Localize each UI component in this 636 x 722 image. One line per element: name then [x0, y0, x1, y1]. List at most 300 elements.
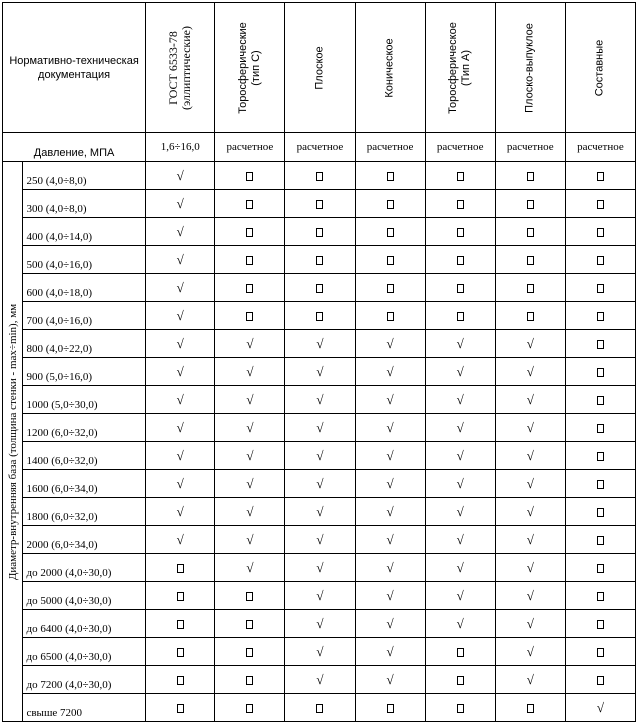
mark-cell: [425, 190, 495, 218]
mark-cell: [146, 638, 215, 666]
diameter-cell: 700 (4,0÷16,0): [23, 302, 146, 330]
empty-box-icon: [246, 256, 253, 265]
mark-cell: [215, 498, 285, 526]
diameter-axis-label: Диаметр-внутренняя база (толщина стенки - max÷min), мм: [6, 303, 19, 580]
mark-cell: [146, 190, 215, 218]
check-mark: √: [456, 475, 464, 491]
mark-cell: [495, 694, 565, 722]
mark-cell: [355, 302, 425, 330]
mark-cell: [215, 414, 285, 442]
mark-cell: [495, 218, 565, 246]
check-mark: √: [316, 587, 324, 603]
empty-box-icon: [597, 564, 604, 573]
check-mark: √: [526, 475, 534, 491]
mark-cell: [215, 246, 285, 274]
check-mark: √: [526, 587, 534, 603]
mark-cell: [425, 246, 495, 274]
mark-cell: [355, 638, 425, 666]
check-mark: √: [456, 531, 464, 547]
check-mark: √: [456, 363, 464, 379]
check-mark: √: [386, 447, 394, 463]
empty-box-icon: [246, 592, 253, 601]
mark-cell: [215, 274, 285, 302]
mark-cell: [355, 386, 425, 414]
empty-box-icon: [246, 676, 253, 685]
empty-box-icon: [316, 200, 323, 209]
mark-cell: [355, 218, 425, 246]
column-header-label: Плоское: [313, 45, 326, 90]
check-mark: √: [246, 363, 254, 379]
mark-cell: [355, 190, 425, 218]
check-mark: √: [456, 587, 464, 603]
empty-box-icon: [246, 228, 253, 237]
column-header: [565, 3, 635, 133]
mark-cell: [146, 610, 215, 638]
mark-cell: [285, 246, 355, 274]
mark-cell: [355, 554, 425, 582]
mark-cell: [425, 162, 495, 190]
check-mark: √: [176, 391, 184, 407]
mark-cell: [285, 470, 355, 498]
table-row: [3, 610, 636, 638]
diameter-cell: 1200 (6,0÷32,0): [23, 414, 146, 442]
table-row: [3, 694, 636, 722]
mark-cell: [355, 498, 425, 526]
mark-cell: [215, 302, 285, 330]
empty-box-icon: [387, 200, 394, 209]
mark-cell: [146, 526, 215, 554]
mark-cell: [495, 386, 565, 414]
mark-cell: [425, 274, 495, 302]
mark-cell: [146, 694, 215, 722]
check-mark: √: [456, 419, 464, 435]
column-header-label: Торосферическое (Тип А): [447, 21, 473, 114]
check-mark: √: [316, 671, 324, 687]
diameter-cell: до 6400 (4,0÷30,0): [23, 610, 146, 638]
head-types-table: [2, 2, 636, 722]
empty-box-icon: [246, 648, 253, 657]
mark-cell: [285, 386, 355, 414]
mark-cell: [495, 246, 565, 274]
mark-cell: [215, 190, 285, 218]
check-mark: √: [176, 531, 184, 547]
check-mark: √: [246, 503, 254, 519]
table-row: [3, 470, 636, 498]
table-row: [3, 218, 636, 246]
diameter-cell: 600 (4,0÷18,0): [23, 274, 146, 302]
check-mark: √: [526, 531, 534, 547]
empty-box-icon: [246, 284, 253, 293]
mark-cell: [565, 526, 635, 554]
check-mark: √: [316, 447, 324, 463]
empty-box-icon: [177, 676, 184, 685]
check-mark: √: [526, 335, 534, 351]
mark-cell: [565, 610, 635, 638]
mark-cell: [565, 162, 635, 190]
pressure-value: расчетное: [215, 133, 285, 162]
table-row: [3, 190, 636, 218]
mark-cell: [146, 666, 215, 694]
mark-cell: [495, 470, 565, 498]
diameter-cell: 1400 (6,0÷32,0): [23, 442, 146, 470]
check-mark: √: [316, 475, 324, 491]
mark-cell: [355, 162, 425, 190]
check-mark: √: [246, 475, 254, 491]
mark-cell: [215, 666, 285, 694]
column-header: [215, 3, 285, 133]
mark-cell: [425, 358, 495, 386]
empty-box-icon: [457, 312, 464, 321]
mark-cell: [285, 414, 355, 442]
mark-cell: [285, 190, 355, 218]
pressure-value: расчетное: [355, 133, 425, 162]
mark-cell: [355, 358, 425, 386]
empty-box-icon: [597, 508, 604, 517]
mark-cell: [215, 358, 285, 386]
diameter-cell: 1800 (6,0÷32,0): [23, 498, 146, 526]
table-row: [3, 358, 636, 386]
column-header-label: Коническое: [383, 37, 396, 98]
empty-box-icon: [177, 704, 184, 713]
empty-box-icon: [387, 704, 394, 713]
mark-cell: [355, 694, 425, 722]
empty-box-icon: [177, 592, 184, 601]
mark-cell: [495, 498, 565, 526]
column-header-label: Плоско-выпуклое: [523, 22, 536, 113]
check-mark: √: [176, 307, 184, 323]
column-header: [146, 3, 215, 133]
diameter-axis-cell: [3, 162, 23, 722]
mark-cell: [565, 554, 635, 582]
empty-box-icon: [457, 704, 464, 713]
empty-box-icon: [597, 676, 604, 685]
check-mark: √: [526, 363, 534, 379]
table-row: [3, 274, 636, 302]
check-mark: √: [596, 699, 604, 715]
diameter-cell: до 5000 (4,0÷30,0): [23, 582, 146, 610]
mark-cell: [285, 638, 355, 666]
empty-box-icon: [457, 676, 464, 685]
empty-box-icon: [177, 564, 184, 573]
empty-box-icon: [597, 396, 604, 405]
mark-cell: [425, 442, 495, 470]
pressure-row: [3, 133, 636, 162]
pressure-label: Давление, МПА: [3, 133, 146, 162]
check-mark: √: [456, 447, 464, 463]
mark-cell: [565, 442, 635, 470]
mark-cell: [285, 302, 355, 330]
empty-box-icon: [316, 228, 323, 237]
column-header: [285, 3, 355, 133]
check-mark: √: [316, 391, 324, 407]
empty-box-icon: [457, 256, 464, 265]
mark-cell: [215, 442, 285, 470]
empty-box-icon: [597, 256, 604, 265]
check-mark: √: [526, 503, 534, 519]
empty-box-icon: [597, 284, 604, 293]
mark-cell: [425, 414, 495, 442]
mark-cell: [215, 218, 285, 246]
empty-box-icon: [527, 312, 534, 321]
mark-cell: [285, 442, 355, 470]
mark-cell: [355, 330, 425, 358]
mark-cell: [565, 330, 635, 358]
header-row: [3, 3, 636, 133]
mark-cell: [285, 554, 355, 582]
table-row: [3, 554, 636, 582]
empty-box-icon: [597, 172, 604, 181]
mark-cell: [355, 414, 425, 442]
mark-cell: [285, 358, 355, 386]
mark-cell: [425, 386, 495, 414]
pressure-value: расчетное: [565, 133, 635, 162]
check-mark: √: [526, 643, 534, 659]
diameter-cell: 800 (4,0÷22,0): [23, 330, 146, 358]
table-row: [3, 162, 636, 190]
empty-box-icon: [597, 424, 604, 433]
check-mark: √: [316, 559, 324, 575]
empty-box-icon: [597, 368, 604, 377]
check-mark: √: [456, 391, 464, 407]
mark-cell: [495, 414, 565, 442]
diameter-cell: 400 (4,0÷14,0): [23, 218, 146, 246]
column-header-label: Торосферические (тип С): [236, 21, 262, 114]
empty-box-icon: [597, 312, 604, 321]
mark-cell: [355, 442, 425, 470]
check-mark: √: [386, 559, 394, 575]
table-row: [3, 638, 636, 666]
mark-cell: [215, 610, 285, 638]
empty-box-icon: [316, 172, 323, 181]
mark-cell: [146, 358, 215, 386]
mark-cell: [215, 162, 285, 190]
mark-cell: [425, 694, 495, 722]
mark-cell: [285, 694, 355, 722]
norm-doc-header: Нормативно-техническая документация: [3, 3, 146, 133]
check-mark: √: [176, 503, 184, 519]
empty-box-icon: [387, 228, 394, 237]
mark-cell: [146, 386, 215, 414]
check-mark: √: [526, 615, 534, 631]
check-mark: √: [316, 615, 324, 631]
diameter-cell: 1000 (5,0÷30,0): [23, 386, 146, 414]
mark-cell: [565, 638, 635, 666]
check-mark: √: [316, 503, 324, 519]
empty-box-icon: [177, 648, 184, 657]
mark-cell: [146, 582, 215, 610]
check-mark: √: [526, 391, 534, 407]
empty-box-icon: [387, 284, 394, 293]
empty-box-icon: [246, 312, 253, 321]
check-mark: √: [386, 503, 394, 519]
empty-box-icon: [597, 340, 604, 349]
column-header: [355, 3, 425, 133]
empty-box-icon: [457, 284, 464, 293]
table-row: [3, 302, 636, 330]
mark-cell: [495, 190, 565, 218]
empty-box-icon: [316, 284, 323, 293]
check-mark: √: [176, 447, 184, 463]
diameter-cell: 900 (5,0÷16,0): [23, 358, 146, 386]
empty-box-icon: [457, 172, 464, 181]
mark-cell: [215, 582, 285, 610]
mark-cell: [146, 470, 215, 498]
empty-box-icon: [597, 536, 604, 545]
diameter-cell: 500 (4,0÷16,0): [23, 246, 146, 274]
empty-box-icon: [387, 172, 394, 181]
check-mark: √: [176, 335, 184, 351]
mark-cell: [146, 498, 215, 526]
check-mark: √: [526, 559, 534, 575]
check-mark: √: [386, 643, 394, 659]
diameter-cell: 300 (4,0÷8,0): [23, 190, 146, 218]
empty-box-icon: [246, 704, 253, 713]
empty-box-icon: [316, 312, 323, 321]
empty-box-icon: [316, 256, 323, 265]
mark-cell: [285, 274, 355, 302]
check-mark: √: [386, 531, 394, 547]
check-mark: √: [176, 195, 184, 211]
mark-cell: [146, 162, 215, 190]
table-row: [3, 442, 636, 470]
mark-cell: [495, 666, 565, 694]
check-mark: √: [386, 671, 394, 687]
table-row: [3, 498, 636, 526]
mark-cell: [146, 246, 215, 274]
check-mark: √: [316, 419, 324, 435]
mark-cell: [146, 302, 215, 330]
mark-cell: [495, 610, 565, 638]
mark-cell: [495, 358, 565, 386]
table-row: [3, 526, 636, 554]
mark-cell: [215, 330, 285, 358]
column-header-label: Составные: [593, 39, 606, 96]
check-mark: √: [526, 419, 534, 435]
mark-cell: [215, 470, 285, 498]
check-mark: √: [246, 335, 254, 351]
mark-cell: [495, 330, 565, 358]
empty-box-icon: [527, 704, 534, 713]
column-header: [495, 3, 565, 133]
empty-box-icon: [177, 620, 184, 629]
mark-cell: [215, 526, 285, 554]
check-mark: √: [316, 643, 324, 659]
empty-box-icon: [316, 704, 323, 713]
table-row: [3, 414, 636, 442]
table-row: [3, 246, 636, 274]
mark-cell: [285, 330, 355, 358]
mark-cell: [355, 246, 425, 274]
mark-cell: [425, 554, 495, 582]
check-mark: √: [316, 335, 324, 351]
mark-cell: [495, 302, 565, 330]
mark-cell: [425, 610, 495, 638]
mark-cell: [425, 302, 495, 330]
empty-box-icon: [527, 228, 534, 237]
diameter-cell: до 6500 (4,0÷30,0): [23, 638, 146, 666]
mark-cell: [425, 470, 495, 498]
mark-cell: [355, 666, 425, 694]
pressure-value: расчетное: [285, 133, 355, 162]
mark-cell: [565, 666, 635, 694]
mark-cell: [565, 302, 635, 330]
empty-box-icon: [527, 172, 534, 181]
mark-cell: [146, 274, 215, 302]
diameter-cell: до 2000 (4,0÷30,0): [23, 554, 146, 582]
mark-cell: [425, 638, 495, 666]
mark-cell: [285, 666, 355, 694]
table-row: [3, 582, 636, 610]
mark-cell: [285, 582, 355, 610]
check-mark: √: [386, 363, 394, 379]
mark-cell: [285, 498, 355, 526]
check-mark: √: [176, 279, 184, 295]
check-mark: √: [386, 419, 394, 435]
mark-cell: [565, 190, 635, 218]
check-mark: √: [456, 335, 464, 351]
diameter-cell: до 7200 (4,0÷30,0): [23, 666, 146, 694]
table-row: [3, 666, 636, 694]
mark-cell: [355, 582, 425, 610]
empty-box-icon: [246, 620, 253, 629]
empty-box-icon: [387, 312, 394, 321]
check-mark: √: [246, 391, 254, 407]
mark-cell: [425, 498, 495, 526]
check-mark: √: [526, 447, 534, 463]
empty-box-icon: [597, 592, 604, 601]
mark-cell: [146, 330, 215, 358]
empty-box-icon: [597, 620, 604, 629]
check-mark: √: [386, 587, 394, 603]
mark-cell: [565, 582, 635, 610]
mark-cell: [285, 526, 355, 554]
mark-cell: [565, 414, 635, 442]
mark-cell: [495, 442, 565, 470]
table-row: [3, 386, 636, 414]
pressure-value: расчетное: [425, 133, 495, 162]
check-mark: √: [386, 475, 394, 491]
mark-cell: [565, 246, 635, 274]
empty-box-icon: [457, 228, 464, 237]
check-mark: √: [246, 447, 254, 463]
mark-cell: [146, 442, 215, 470]
table-row: [3, 330, 636, 358]
check-mark: √: [316, 531, 324, 547]
empty-box-icon: [527, 256, 534, 265]
mark-cell: [495, 554, 565, 582]
diameter-cell: 1600 (6,0÷34,0): [23, 470, 146, 498]
mark-cell: [495, 526, 565, 554]
mark-cell: [146, 554, 215, 582]
mark-cell: [425, 526, 495, 554]
mark-cell: [355, 470, 425, 498]
check-mark: √: [176, 251, 184, 267]
pressure-value: расчетное: [495, 133, 565, 162]
mark-cell: [215, 694, 285, 722]
mark-cell: [215, 638, 285, 666]
check-mark: √: [176, 167, 184, 183]
check-mark: √: [246, 559, 254, 575]
mark-cell: [285, 162, 355, 190]
mark-cell: [495, 582, 565, 610]
empty-box-icon: [246, 172, 253, 181]
mark-cell: [285, 218, 355, 246]
mark-cell: [565, 274, 635, 302]
empty-box-icon: [527, 284, 534, 293]
mark-cell: [355, 274, 425, 302]
empty-box-icon: [246, 200, 253, 209]
check-mark: √: [246, 531, 254, 547]
